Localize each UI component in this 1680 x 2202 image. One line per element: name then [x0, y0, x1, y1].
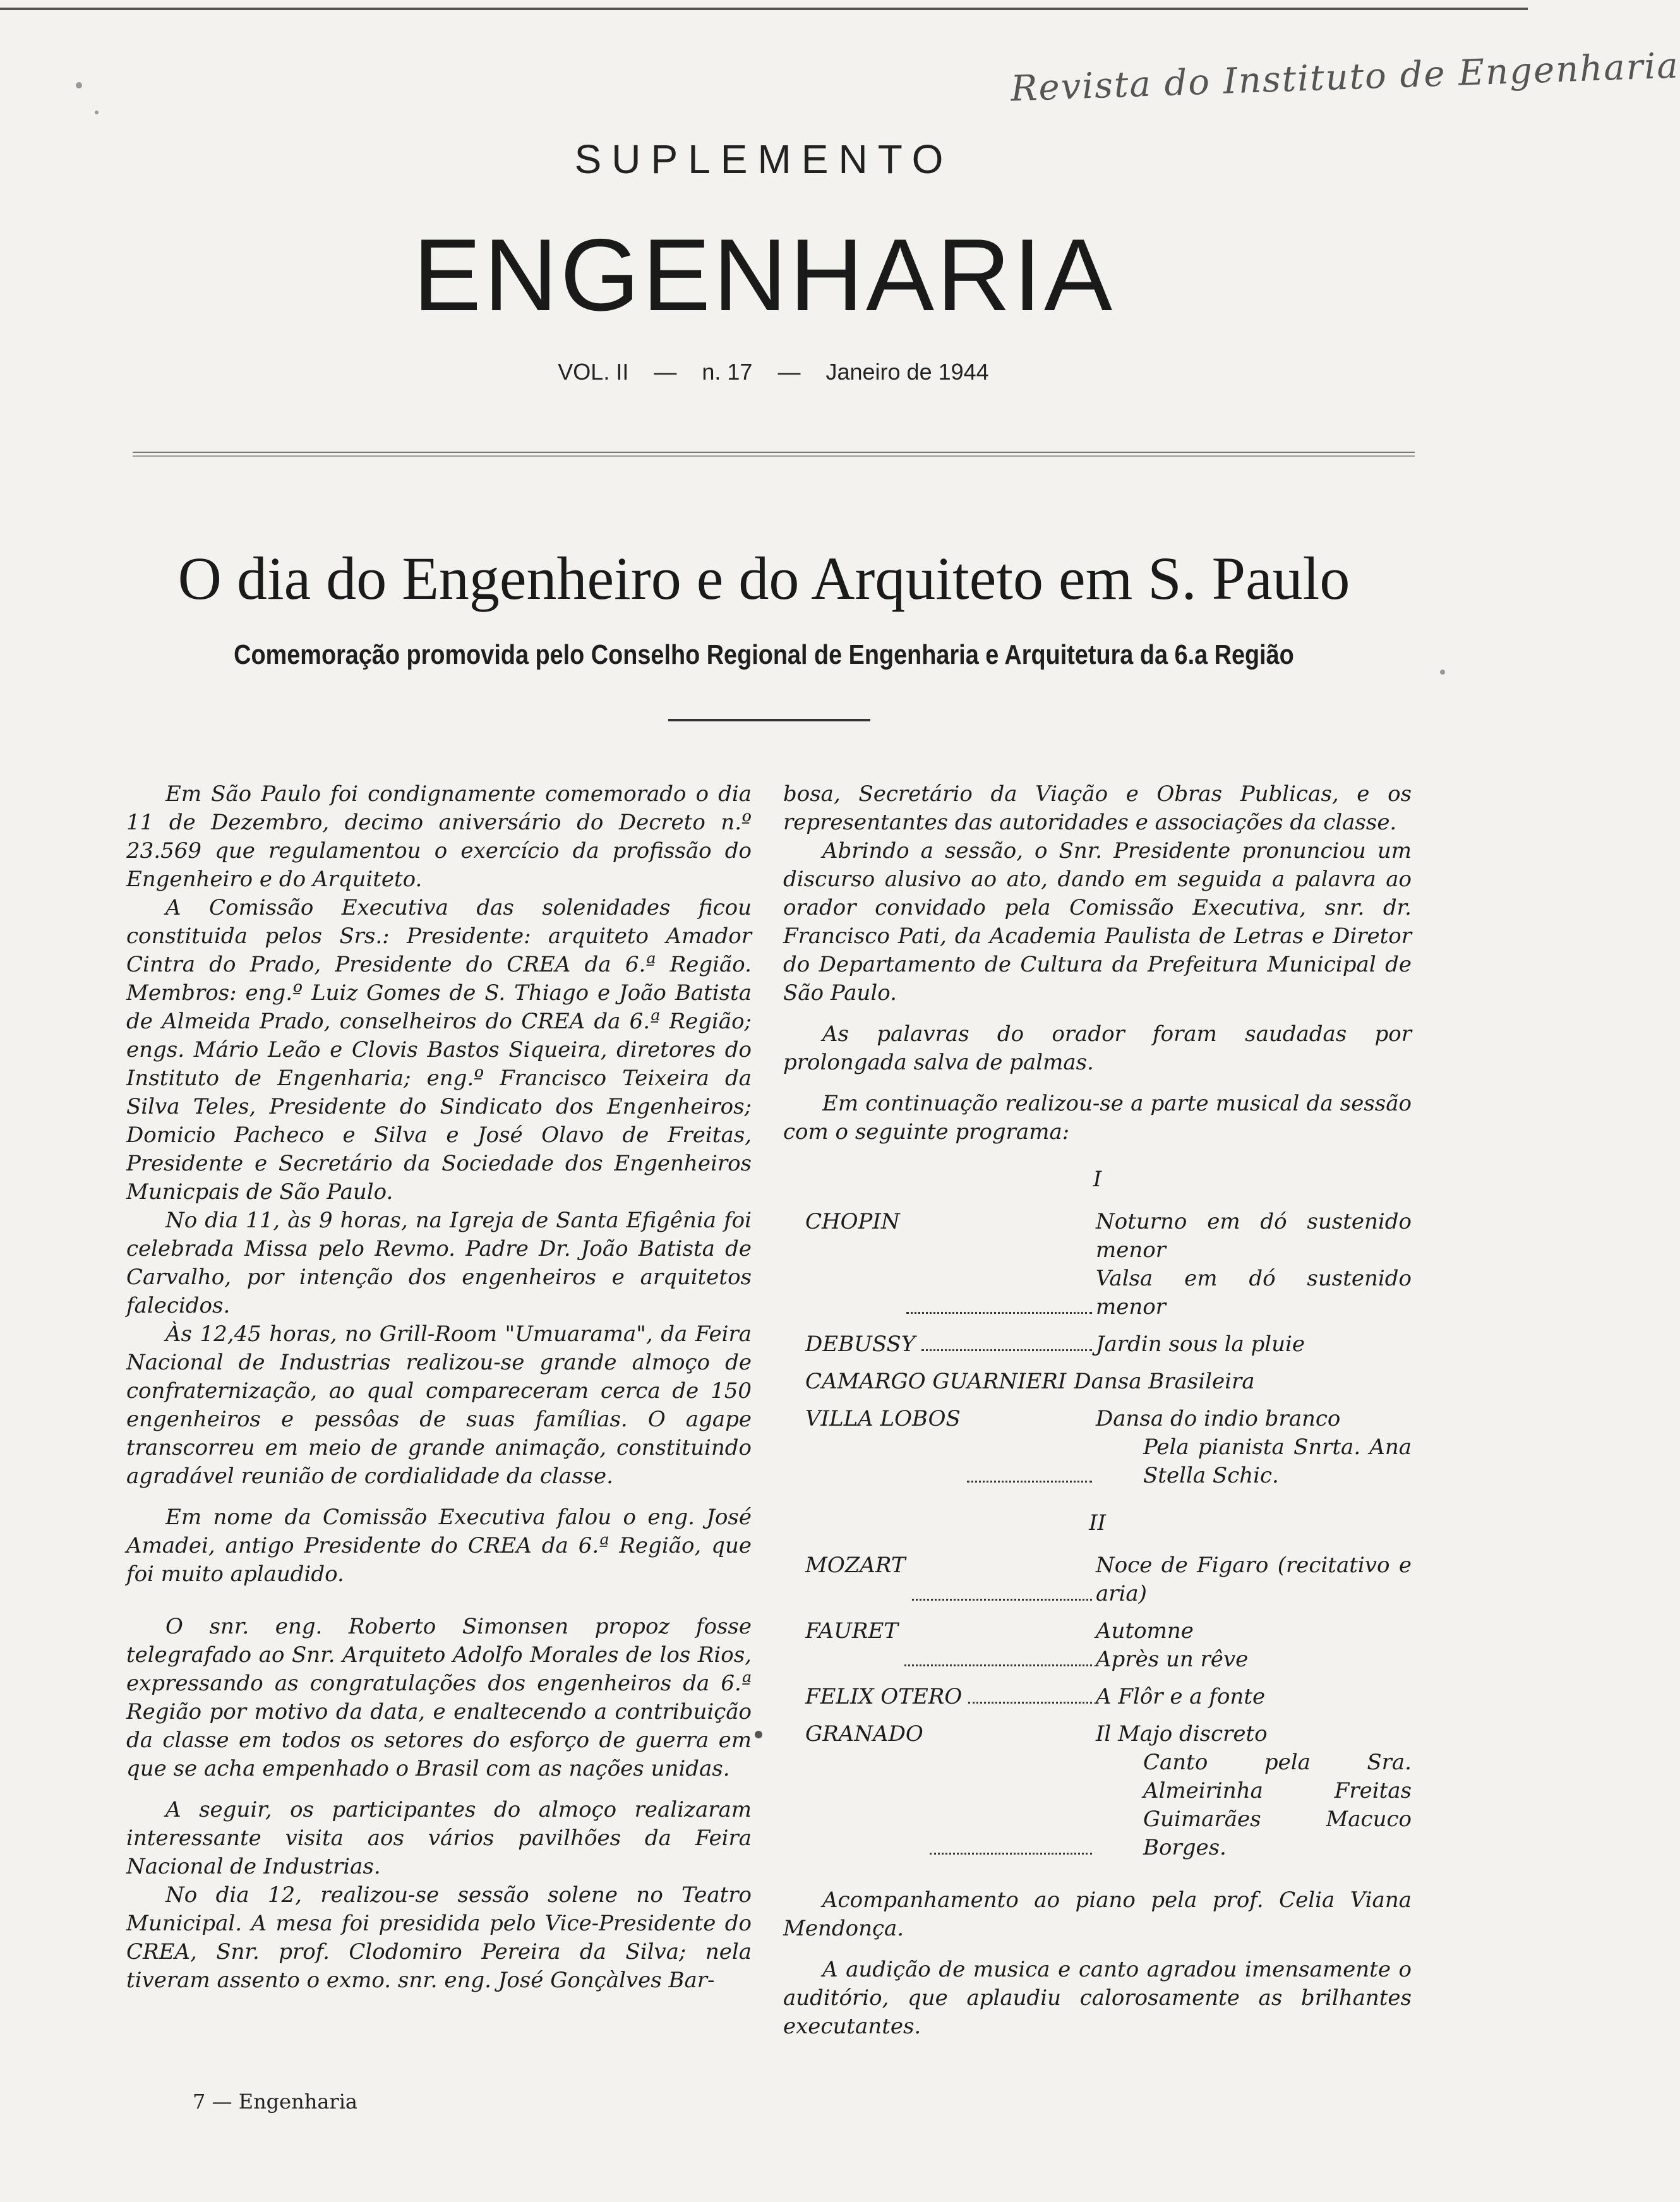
performer: Pela pianista Snrta. Ana Stella Schic. [1143, 1435, 1412, 1488]
paragraph: A seguir, os participantes do almoço realizaram interessante visita aos vários pavilhões da Feira Nacional de Industrias. [126, 1797, 752, 1879]
paragraph: A Comissão Executiva das solenidades ficou constituida pelos Srs.: Presidente: arquiteto Amador Cintra do Prado, Presidente do CREA da 6.ª Região. Membros: eng.º Luiz Gomes de S. Thiago e João Batista de Almeida Prado, conselheiros do CREA da 6.ª Região; engs. Mário Leão e Clovis Bastos Siqueira, diretores do Instituto de Engenharia; eng.º Francisco Teixeira da Silva Teles, Presidente do Sindicato dos Engenheiros; Domicio Pacheco e Silva e José Olavo de Freitas, Presidente e Secretário da Sociedade dos Engenheiros Municpais de São Paulo. [126, 895, 752, 1205]
program-entry [805, 1720, 1412, 1862]
composer: DEBUSSY [805, 1332, 916, 1357]
composer: GRANADO [805, 1721, 923, 1747]
composer: CHOPIN [805, 1209, 900, 1234]
leader-dots [921, 1330, 1092, 1351]
piece: Dansa do indio branco [1096, 1406, 1341, 1431]
piece: Noce de Figaro (recitativo e aria) [1096, 1553, 1412, 1606]
paragraph: Às 12,45 horas, no Grill-Room "Umuarama", da Feira Nacional de Industrias realizou-se grande almoço de confraternização, ao qual compareceram cerca de 150 engenheiros e pessôas de suas famílias. O agape transcorreu em meio de grande animação, constituindo agradável reunião de cordialidade da classe. [126, 1321, 752, 1489]
program-entry [805, 1683, 1412, 1711]
title-divider [668, 719, 870, 721]
separator: — [777, 359, 801, 385]
leader-dots [930, 1720, 1092, 1855]
program-part-label: I [1093, 1167, 1102, 1192]
issue-number: n. 17 [702, 359, 753, 385]
program-entry [805, 1617, 1412, 1674]
paragraph: Em São Paulo foi condignamente comemorado o dia 11 de Dezembro, decimo aniversário do Decreto n.º 23.569 que regulamentou o exercício da profissão do Engenheiro e do Arquiteto. [126, 781, 752, 892]
supplement-label: SUPLEMENTO [574, 136, 954, 182]
scan-speck [95, 111, 99, 114]
issue-date: Janeiro de 1944 [825, 359, 989, 385]
composer: CAMARGO GUARNIERI [805, 1369, 1067, 1394]
piece: Jardin sous la pluie [1096, 1332, 1305, 1357]
piece: Noturno em dó sustenido menor [1096, 1209, 1412, 1263]
program-entry [805, 1551, 1412, 1608]
right-column [783, 780, 1412, 2041]
composer: MOZART [805, 1553, 906, 1578]
program-entry [805, 1405, 1412, 1490]
header-divider [133, 452, 1415, 457]
paragraph: No dia 12, realizou-se sessão solene no Teatro Municipal. A mesa foi presidida pelo Vice-Presidente do CREA, Snr. prof. Clodomiro Pereira da Silva; nela tiveram assento o exmo. snr. eng. José Gonçàlves Bar- [126, 1882, 752, 1993]
paragraph: Em nome da Comissão Executiva falou o eng. José Amadei, antigo Presidente do CREA da 6.ª Região, que foi muito aplaudido. [126, 1505, 752, 1587]
paragraph: O snr. eng. Roberto Simonsen propoz fosse telegrafado ao Snr. Arquiteto Adolfo Morales de los Rios, expressando as congratulações dos engenheiros da 6.ª Região por motivo da data, e enaltecendo a contribuição da classe em todos os setores do esforço de guerra em que se acha empenhado o Brasil com as nações unidas. [126, 1614, 752, 1781]
left-column [126, 780, 752, 1995]
composer: FELIX OTERO [805, 1684, 963, 1709]
scan-speck [755, 1731, 762, 1738]
performer: Canto pela Sra. Almeirinha Freitas Guimarães Macuco Borges. [1143, 1750, 1412, 1860]
paragraph: Acompanhamento ao piano pela prof. Celia Viana Mendonça. [783, 1887, 1412, 1941]
page-footer: 7 — Engenharia [193, 2090, 357, 2114]
leader-dots [906, 1208, 1092, 1314]
top-border [0, 8, 1528, 10]
piece: Il Majo discreto [1096, 1721, 1268, 1747]
program-entry [805, 1368, 1412, 1396]
program-part-label: II [1089, 1510, 1106, 1536]
article-title: O dia do Engenheiro e do Arquiteto em S. Paulo [177, 544, 1350, 612]
issue-line [0, 359, 1547, 385]
piece: Après un rêve [1096, 1647, 1249, 1672]
paragraph: No dia 11, às 9 horas, na Igreja de Santa Efigênia foi celebrada Missa pelo Revmo. Padre Dr. João Batista de Carvalho, por intenção dos engenheiros e arquitetos falecidos. [126, 1208, 752, 1318]
piece: Dansa Brasileira [1074, 1369, 1255, 1394]
handwritten-note: Revista do Instituto de Engenharia [1010, 45, 1680, 110]
separator: — [654, 359, 677, 385]
leader-dots [968, 1683, 1092, 1704]
leader-dots [904, 1617, 1092, 1666]
composer: VILLA LOBOS [805, 1406, 961, 1431]
paragraph: A audição de musica e canto agradou imensamente o auditório, que aplaudiu calorosamente as brilhantes executantes. [783, 1957, 1412, 2039]
article-subtitle: Comemoração promovida pelo Conselho Regional de Engenharia e Arquitetura da 6.a Região [234, 639, 1294, 670]
piece: Valsa em dó sustenido menor [1096, 1266, 1412, 1320]
volume: VOL. II [558, 359, 629, 385]
leader-dots [912, 1551, 1092, 1601]
masthead-title: ENGENHARIA [412, 218, 1115, 332]
piece: A Flôr e a fonte [1096, 1684, 1266, 1709]
program-entry [805, 1330, 1412, 1359]
paragraph: Abrindo a sessão, o Snr. Presidente pronunciou um discurso alusivo ao ato, dando em seguida a palavra ao orador convidado pela Comissão Executiva, snr. dr. Francisco Pati, da Academia Paulista de Letras e Diretor do Departamento de Cultura da Prefeitura Municipal de São Paulo. [783, 838, 1412, 1006]
piece: Automne [1096, 1618, 1194, 1644]
leader-dots [967, 1405, 1092, 1483]
composer: FAURET [805, 1618, 898, 1644]
program-entry [805, 1208, 1412, 1321]
scan-speck [76, 82, 82, 88]
paragraph: bosa, Secretário da Viação e Obras Publicas, e os representantes das autoridades e associações da classe. [783, 781, 1412, 835]
paragraph: Em continuação realizou-se a parte musical da sessão com o seguinte programa: [783, 1091, 1412, 1145]
scan-speck [1440, 670, 1445, 675]
paragraph: As palavras do orador foram saudadas por prolongada salva de palmas. [783, 1021, 1412, 1075]
